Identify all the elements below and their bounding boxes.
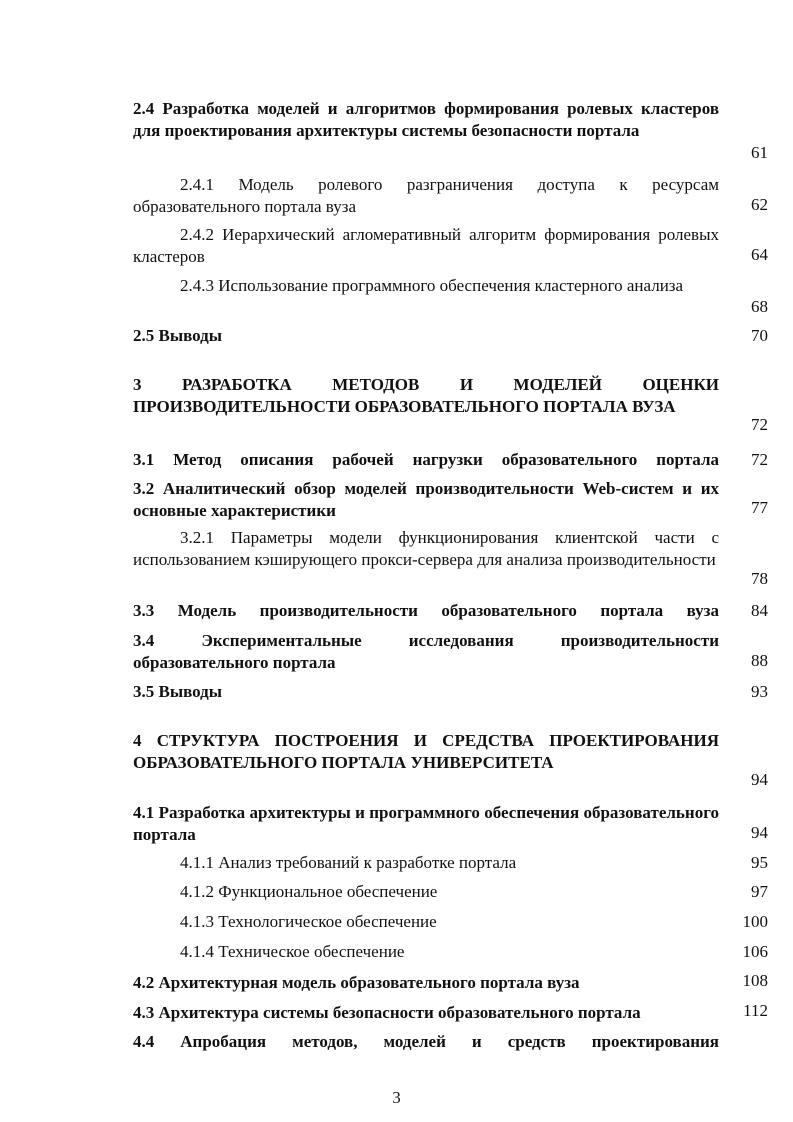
toc-entry-page: 77 — [751, 498, 768, 517]
toc-entry-title: 2.5 Выводы — [133, 326, 223, 345]
toc-entry-2-5[interactable] — [133, 325, 719, 347]
toc-entry-title: 4.1 Разработка архитектуры и программного обеспечения образовательного портала — [133, 803, 719, 844]
toc-entry-3-2-1[interactable] — [133, 527, 719, 571]
toc-entry-3-5[interactable] — [133, 681, 719, 703]
toc-entry-page: 78 — [751, 569, 768, 588]
toc-entry-2-4-3[interactable] — [133, 275, 719, 297]
toc-entry-3-1[interactable] — [133, 449, 719, 471]
toc-entry-4-1-1[interactable] — [133, 852, 719, 874]
toc-entry-title: 2.4.1 Модель ролевого разграничения доступа к ресурсам образовательного портала вуза — [133, 175, 719, 216]
toc-entry-title: 2.4.3 Использование программного обеспечения кластерного анализа — [180, 276, 684, 295]
toc-entry-page: 100 — [742, 912, 768, 931]
toc-entry-page: 95 — [751, 853, 768, 872]
toc-entry-title: 3.4 Экспериментальные исследования производительности образовательного портала — [133, 631, 719, 672]
toc-entry-4-2[interactable] — [133, 972, 719, 994]
toc-entry-4-1-4[interactable] — [133, 941, 719, 963]
toc-entry-page: 112 — [743, 1001, 768, 1020]
toc-entry-title: 3.3 Модель производительности образовательного портала вуза — [133, 601, 719, 620]
toc-entry-4[interactable] — [133, 730, 719, 774]
toc-entry-title: 2.4 Разработка моделей и алгоритмов формирования ролевых кластеров для проектирования архитектуры системы безопасности портала — [133, 99, 719, 140]
toc-entry-title: 4.1.4 Техническое обеспечение — [180, 942, 405, 961]
toc-entry-2-4-1[interactable] — [133, 174, 719, 218]
toc-entry-4-1[interactable] — [133, 802, 719, 846]
toc-entry-title: 4.3 Архитектура системы безопасности образовательного портала — [133, 1003, 641, 1022]
toc-entry-page: 68 — [751, 297, 768, 316]
page-number: 3 — [392, 1088, 401, 1107]
toc-entry-4-4[interactable] — [133, 1031, 719, 1053]
toc-entry-page: 62 — [751, 195, 768, 214]
toc-entry-3-4[interactable] — [133, 630, 719, 674]
toc-entry-page: 94 — [751, 823, 768, 842]
toc-entry-title: 3.1 Метод описания рабочей нагрузки образовательного портала — [133, 450, 719, 469]
toc-entry-page: 97 — [751, 882, 768, 901]
toc-entry-page: 94 — [751, 770, 768, 789]
toc-entry-3[interactable] — [133, 374, 719, 418]
toc-entry-title: 3.2 Аналитический обзор моделей производительности Web-систем и их основные характеристики — [133, 479, 719, 520]
toc-entry-page: 93 — [751, 682, 768, 701]
toc-entry-4-1-3[interactable] — [133, 911, 719, 933]
toc-entry-2-4[interactable] — [133, 98, 719, 142]
toc-entry-3-3[interactable] — [133, 600, 719, 622]
toc-entry-4-3[interactable] — [133, 1002, 719, 1024]
toc-entry-page: 108 — [742, 971, 768, 990]
toc-entry-page: 64 — [751, 245, 768, 264]
toc-entry-page: 61 — [751, 143, 768, 162]
toc-entry-page: 106 — [742, 942, 768, 961]
toc-entry-3-2[interactable] — [133, 478, 719, 522]
toc-entry-4-1-2[interactable] — [133, 881, 719, 903]
toc-entry-title: 2.4.2 Иерархический агломеративный алгоритм формирования ролевых кластеров — [133, 225, 719, 266]
toc-entry-page: 72 — [751, 415, 768, 434]
toc-entry-title: 4 СТРУКТУРА ПОСТРОЕНИЯ И СРЕДСТВА ПРОЕКТИРОВАНИЯ ОБРАЗОВАТЕЛЬНОГО ПОРТАЛА УНИВЕРСИТЕТА — [133, 731, 719, 772]
toc-entry-title: 3.5 Выводы — [133, 682, 223, 701]
toc-entry-page: 72 — [751, 450, 768, 469]
toc-entry-title: 4.1.1 Анализ требований к разработке портала — [180, 853, 517, 872]
toc-entry-page: 84 — [751, 601, 768, 620]
toc-entry-title: 4.1.2 Функциональное обеспечение — [180, 882, 438, 901]
toc-entry-title: 3.2.1 Параметры модели функционирования клиентской части с использованием кэширующего прокси-сервера для анализа производительности — [133, 528, 719, 569]
toc-entry-title: 4.4 Апробация методов, моделей и средств проектирования — [133, 1032, 719, 1051]
toc-entry-title: 4.1.3 Технологическое обеспечение — [180, 912, 437, 931]
toc-entry-page: 70 — [751, 326, 768, 345]
toc-entry-page: 88 — [751, 651, 768, 670]
toc-entry-2-4-2[interactable] — [133, 224, 719, 268]
toc-entry-title: 3 РАЗРАБОТКА МЕТОДОВ И МОДЕЛЕЙ ОЦЕНКИ ПРОИЗВОДИТЕЛЬНОСТИ ОБРАЗОВАТЕЛЬНОГО ПОРТАЛА ВУЗА — [133, 375, 719, 416]
toc-entry-title: 4.2 Архитектурная модель образовательного портала вуза — [133, 973, 580, 992]
